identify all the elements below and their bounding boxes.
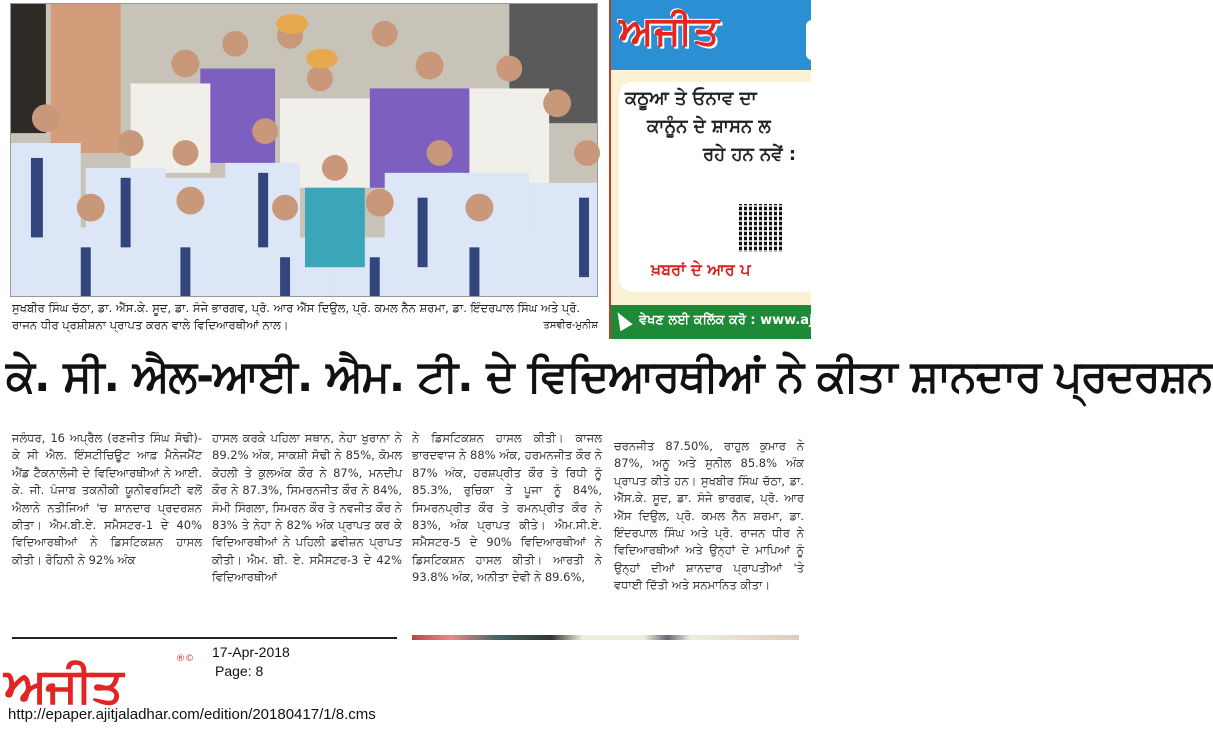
divider-rule [12,637,397,639]
ad-line-2: ਕਾਨੂੰਨ ਦੇ ਸ਼ਾਸਨ ਲ [647,116,771,137]
ad-logo-badge [806,20,826,60]
ad-red-text: ਖ਼ਬਰਾਂ ਦੇ ਆਰ ਪ [651,260,751,279]
registered-marks: ®© [176,654,194,664]
source-url[interactable]: http://epaper.ajitjaladhar.com/edition/20180417/1/8.cms [8,706,376,723]
article-column-2: ਹਾਸਲ ਕਰਕੇ ਪਹਿਲਾ ਸਥਾਨ, ਨੇਹਾ ਖੁਰਾਨਾ ਨੇ 89.2% ਅੰਕ, ਸਾਕਸ਼ੀ ਸੋਢੀ ਨੇ 85%, ਕੋਮਲ ਕੋਹਲੀ ਤੇ ਕੁਲਅੰਕ ਕੌਰ ਨੇ 87%, ਮਨਦੀਪ ਕੌਰ ਨੇ 87.3%, ਸਿਮਰਨਜੀਤ ਕੌਰ ਨੇ 84%, ਸੰਮੀ ਸਿੰਗਲਾ, ਸਿਮਰਨ ਕੌਰ ਤੇ ਨਵਜੀਤ ਕੌਰ ਨੇ 83% ਤੇ ਨੇਹਾ ਨੇ 82% ਅੰਕ ਪ੍ਰਾਪਤ ਕਰ ਕੇ ਵਿਦਿਆਰਥੀਆਂ ਨੇ ਪਹਿਲੀ ਡਵੀਜ਼ਨ ਪ੍ਰਾਪਤ ਕੀਤੀ। ਐਮ. ਬੀ. ਏ. ਸਮੈਸਟਰ-3 ਦੇ 42% ਵਿਦਿਆਰਥੀਆਂ [212,431,402,585]
article-column-1: ਜਲੰਧਰ, 16 ਅਪ੍ਰੈਲ (ਰਣਜੀਤ ਸਿੰਘ ਸੋਢੀ)-ਕੇ ਸੀ ਐਲ. ਇੰਸਟੀਚਿਊਟ ਆਫ਼ ਮੈਨੇਜਮੈਂਟ ਐਂਡ ਟੈਕਨਾਲੋਜੀ ਦੇ ਵਿਦਿਆਰਥੀਆਂ ਨੇ ਆਈ. ਕੇ. ਜੀ. ਪੰਜਾਬ ਤਕਨੀਕੀ ਯੂਨੀਵਰਸਿਟੀ ਵਲੋਂ ਐਲਾਨੇ ਨਤੀਜਿਆਂ 'ਚ ਸ਼ਾਨਦਾਰ ਪ੍ਰਦਰਸ਼ਨ ਕੀਤਾ। ਐਮ.ਬੀ.ਏ. ਸਮੈਸਟਰ-1 ਦੇ 40% ਵਿਦਿਆਰਥੀਆਂ ਨੇ ਡਿਸਟਿਕਸ਼ਨ ਹਾਸਲ ਕੀਤੀ। ਰੋਹਿਨੀ ਨੇ 92% ਅੰਕ [12,431,202,567]
group-photo-illustration [11,4,597,296]
article-headline: ਕੇ. ਸੀ. ਐਲ-ਆਈ. ਐਮ. ਟੀ. ਦੇ ਵਿਦਿਆਰਥੀਆਂ ਨੇ ਕੀਤਾ ਸ਼ਾਨਦਾਰ ਪ੍ਰਦਰਸ਼ਨ [6,351,1213,402]
article-column-4: ਚਰਨਜੀਤ 87.50%, ਰਾਹੁਲ ਕੁਮਾਰ ਨੇ 87%, ਅਨੂ ਅਤੇ ਸੁਨੀਲ 85.8% ਅੰਕ ਪ੍ਰਾਪਤ ਕੀਤੇ ਹਨ। ਸੁਖਬੀਰ ਸਿੰਘ ਚੱਠਾ, ਡਾ. ਐੱਸ.ਕੇ. ਸੂਦ, ਡਾ. ਸੰਜੇ ਭਾਰਗਵ, ਪ੍ਰੋ. ਆਰ ਐੱਸ ਦਿਉਲ, ਪ੍ਰੋ. ਕਮਲ ਨੈਨ ਸ਼ਰਮਾ, ਡਾ. ਇੰਦਰਪਾਲ ਸਿੰਘ ਅਤੇ ਪ੍ਰੋ. ਰਾਜਨ ਧੀਰ ਨੇ ਵਿਦਿਆਰਥੀਆਂ ਅਤੇ ਉਨ੍ਹਾਂ ਦੇ ਮਾਪਿਆਂ ਨੂੰ ਉਨ੍ਹਾਂ ਦੀਆਂ ਸ਼ਾਨਦਾਰ ਪ੍ਰਾਪਤੀਆਂ 'ਤੇ ਵਧਾਈ ਦਿੱਤੀ ਅਤੇ ਸਨਮਾਨਿਤ ਕੀਤਾ। [614,439,804,593]
adjacent-image-strip [412,635,799,640]
edition-date: 17-Apr-2018 [212,644,290,660]
qr-code-icon [739,204,783,252]
group-photo [10,3,598,297]
ajit-logo: ਅਜੀਤ [4,658,122,714]
advertisement-banner[interactable] [609,0,814,339]
caption-text: ਸੁਖਬੀਰ ਸਿੰਘ ਚੱਠਾ, ਡਾ. ਐੱਸ.ਕੇ. ਸੂਦ, ਡਾ. ਸੰਜੇ ਭਾਰਗਵ, ਪ੍ਰੋ. ਆਰ ਐੱਸ ਦਿਉਲ, ਪ੍ਰੋ. ਕਮਲ ਨੈਨ ਸ਼ਰਮਾ, ਡਾ. ਇੰਦਰਪਾਲ ਸਿੰਘ ਅਤੇ ਪ੍ਰੋ. ਰਾਜਨ ਧੀਰ ਪ੍ਰਸ਼ੀਸ਼ਨਾ ਪ੍ਰਾਪਤ ਕਰਨ ਵਾਲੇ ਵਿਦਿਆਰਥੀਆਂ ਨਾਲ। [12,301,581,332]
ad-footer-link[interactable]: ਵੇਖਣ ਲਈ ਕਲਿੱਕ ਕਰੋ : www.aj [639,313,814,328]
photo-caption [12,300,598,334]
article-column-3: ਨੇ ਡਿਸਟਿਕਸ਼ਨ ਹਾਸਲ ਕੀਤੀ। ਕਾਜਲ ਭਾਰਦਵਾਜ ਨੇ 88% ਅੰਕ, ਹਰਮਨਜੀਤ ਕੌਰ ਨੇ 87% ਅੰਕ, ਹਰਸ਼ਪ੍ਰੀਤ ਕੌਰ ਤੇ ਰਿਧੀ ਨੂੰ 85.3%, ਰੁਚਿਕਾ ਤੇ ਪੂਜਾ ਨੂੰ 84%, ਸਿਮਰਨਪ੍ਰੀਤ ਕੌਰ ਤੇ ਰਮਨਪ੍ਰੀਤ ਕੌਰ ਨੇ 83%, ਅੰਕ ਪ੍ਰਾਪਤ ਕੀਤੇ। ਐਮ.ਸੀ.ਏ. ਸਮੈਸਟਰ-5 ਦੇ 90% ਵਿਦਿਆਰਥੀਆਂ ਨੇ ਡਿਸਟਿਕਸ਼ਨ ਹਾਸਲ ਕੀਤੀ। ਆਰਤੀ ਨੇ 93.8% ਅੰਕ, ਅਨੀਤਾ ਦੇਵੀ ਨੇ 89.6%, [412,431,602,585]
ad-line-3: ਰਹੇ ਹਨ ਨਵੇਂ : [703,144,797,165]
cursor-arrow-icon [611,309,632,332]
ad-footer[interactable] [611,305,814,339]
photo-credit: ਤਸਵੀਰ-ਮੁਨੀਸ਼ [543,320,598,331]
ad-header [611,0,811,70]
ad-logo: ਅਜੀਤ [619,8,721,54]
ad-line-1: ਕਠੂਆ ਤੇ ਓਨਾਵ ਦਾ [625,88,757,109]
page-number: Page: 8 [215,663,264,679]
